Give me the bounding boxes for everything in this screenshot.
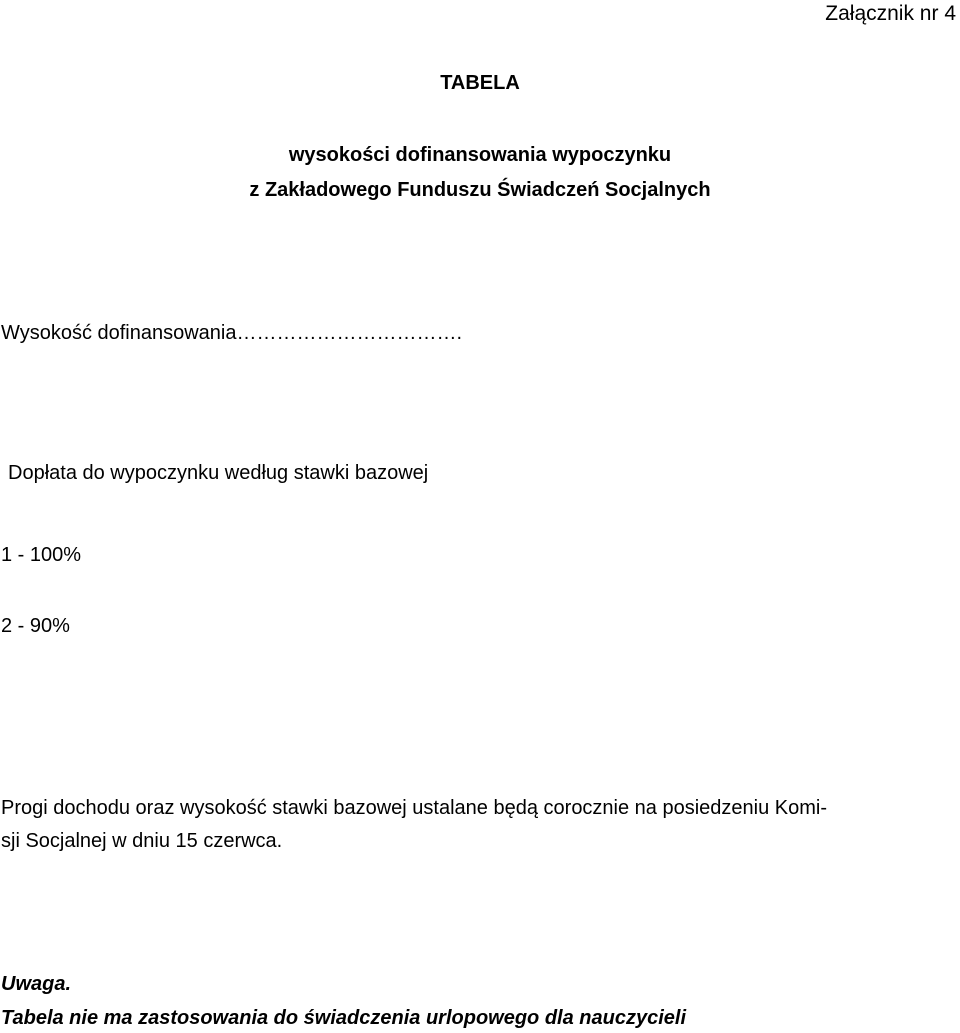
note-heading: Uwaga.: [1, 973, 72, 995]
note-text: Tabela nie ma zastosowania do świadczenia urlopowego dla nauczycieli: [1, 1007, 686, 1029]
thresholds-line-1: Progi dochodu oraz wysokość stawki bazowej ustalane będą corocznie na posiedzeniu Komi-: [1, 797, 828, 819]
amount-label: Wysokość dofinansowania…………………………….: [1, 322, 463, 344]
document-subtitle-line-2: z Zakładowego Funduszu Świadczeń Socjalnych: [249, 179, 711, 201]
surcharge-label: Dopłata do wypoczynku według stawki bazowej: [8, 462, 429, 484]
thresholds-line-2: sji Socjalnej w dniu 15 czerwca.: [1, 830, 283, 852]
annex-label: Załącznik nr 4: [825, 2, 956, 25]
thresholds-paragraph: [1, 792, 956, 858]
document-title: TABELA: [440, 72, 520, 94]
rate-item-2: 2 - 90%: [1, 615, 70, 637]
document-subtitle-line-1: wysokości dofinansowania wypoczynku: [288, 144, 672, 166]
rate-item-1: 1 - 100%: [1, 544, 82, 566]
